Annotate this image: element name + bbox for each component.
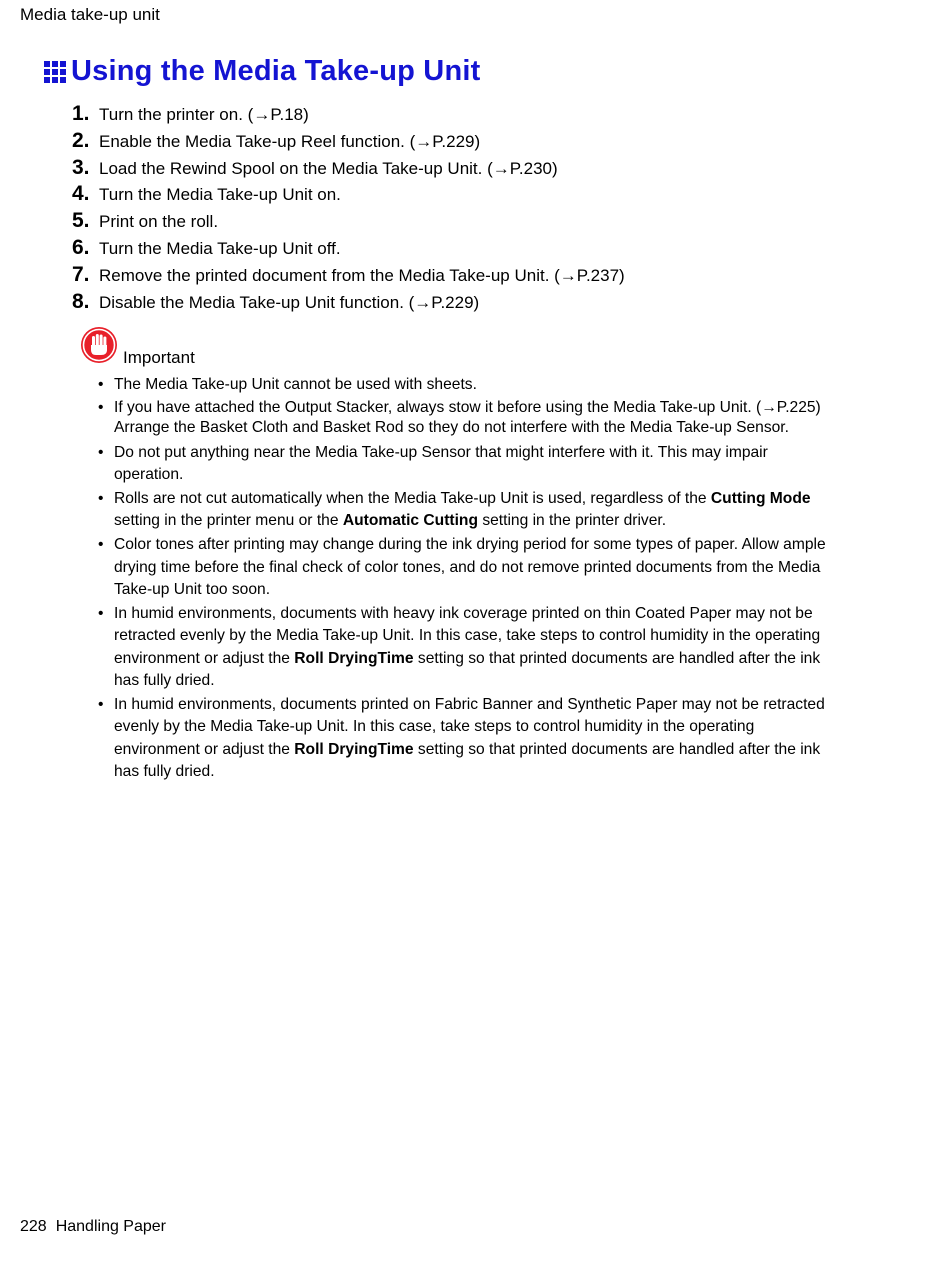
- note-item: • The Media Take-up Unit cannot be used with sheets.: [98, 374, 833, 396]
- note-item: • In humid environments, documents printed on Fabric Banner and Synthetic Paper may not be retracted evenly by the Media Take-up Unit. In this case, take steps to control humidity in the operating environment or adjust the Roll DryingTime setting so that printed documents are handled after the ink has fully dried.: [98, 694, 833, 784]
- setting-name: Cutting Mode: [710, 490, 811, 507]
- step-text: Print on the roll.: [99, 212, 219, 232]
- step-text: Turn the Media Take-up Unit on.: [99, 185, 341, 205]
- step-number: 3.: [72, 155, 90, 179]
- step-number: 6.: [72, 235, 90, 259]
- page-number: 228: [20, 1218, 47, 1235]
- note-item: • Color tones after printing may change during the ink drying period for some types of paper. Allow ample drying time before the final check of color tones, and do not remove printed documents from the Media Take-up Unit too soon.: [98, 534, 833, 601]
- step-item: [72, 182, 625, 209]
- step-number: 5.: [72, 209, 90, 233]
- note-item: • If you have attached the Output Stacker, always stow it before using the Media Take-up Unit. (→P.225) Arrange the Basket Cloth and Basket Rod so they do not interfere with the Media Take-up Sensor.: [98, 398, 833, 439]
- step-text: Turn the printer on. (→P.18): [99, 105, 309, 124]
- important-label: Important: [123, 348, 195, 367]
- running-header: Media take-up unit: [20, 5, 160, 24]
- step-text: Remove the printed document from the Media Take-up Unit. (→P.237): [99, 265, 625, 285]
- setting-name: Roll DryingTime: [294, 649, 414, 667]
- step-text: Turn the Media Take-up Unit off.: [99, 238, 341, 258]
- step-number: 8.: [72, 289, 90, 313]
- note-item: • Do not put anything near the Media Take-up Sensor that might interfere with it. This may impair operation.: [98, 442, 833, 487]
- step-item: [72, 209, 625, 236]
- note-item: • Rolls are not cut automatically when the Media Take-up Unit is used, regardless of the Cutting Mode setting in the printer menu or the Automatic Cutting setting in the printer driver.: [98, 488, 833, 533]
- setting-name: Automatic Cutting: [342, 512, 478, 530]
- step-number: 1.: [72, 102, 90, 125]
- note-item: • In humid environments, documents with heavy ink coverage printed on thin Coated Paper may not be retracted evenly by the Media Take-up Unit. In this case, take steps to control humidity in the operating environment or adjust the Roll DryingTime setting so that printed documents are handled after the ink has fully dried.: [98, 603, 833, 693]
- step-text: Enable the Media Take-up Reel function. (→P.229): [99, 131, 481, 151]
- section-title-row: [44, 55, 480, 88]
- stop-hand-icon: [80, 326, 118, 364]
- step-item: [72, 102, 625, 129]
- step-number: 2.: [72, 128, 90, 152]
- setting-name: Roll DryingTime: [294, 740, 414, 758]
- step-item: [72, 129, 625, 156]
- step-item: [72, 263, 625, 290]
- important-callout-header: [80, 326, 195, 367]
- page-footer: [20, 1218, 166, 1236]
- steps-list: [72, 102, 625, 316]
- step-number: 4.: [72, 182, 90, 206]
- step-item: [72, 236, 625, 263]
- step-text: Load the Rewind Spool on the Media Take-up Unit. (→P.230): [99, 158, 558, 178]
- chapter-title: Handling Paper: [55, 1218, 166, 1235]
- page-title: Using the Media Take-up Unit: [71, 55, 481, 87]
- step-number: 7.: [72, 262, 90, 286]
- step-item: [72, 290, 625, 317]
- important-notes-list: [98, 374, 833, 785]
- step-item: [72, 156, 625, 183]
- step-text: Disable the Media Take-up Unit function. (→P.229): [99, 292, 480, 312]
- grid-icon: [44, 61, 66, 83]
